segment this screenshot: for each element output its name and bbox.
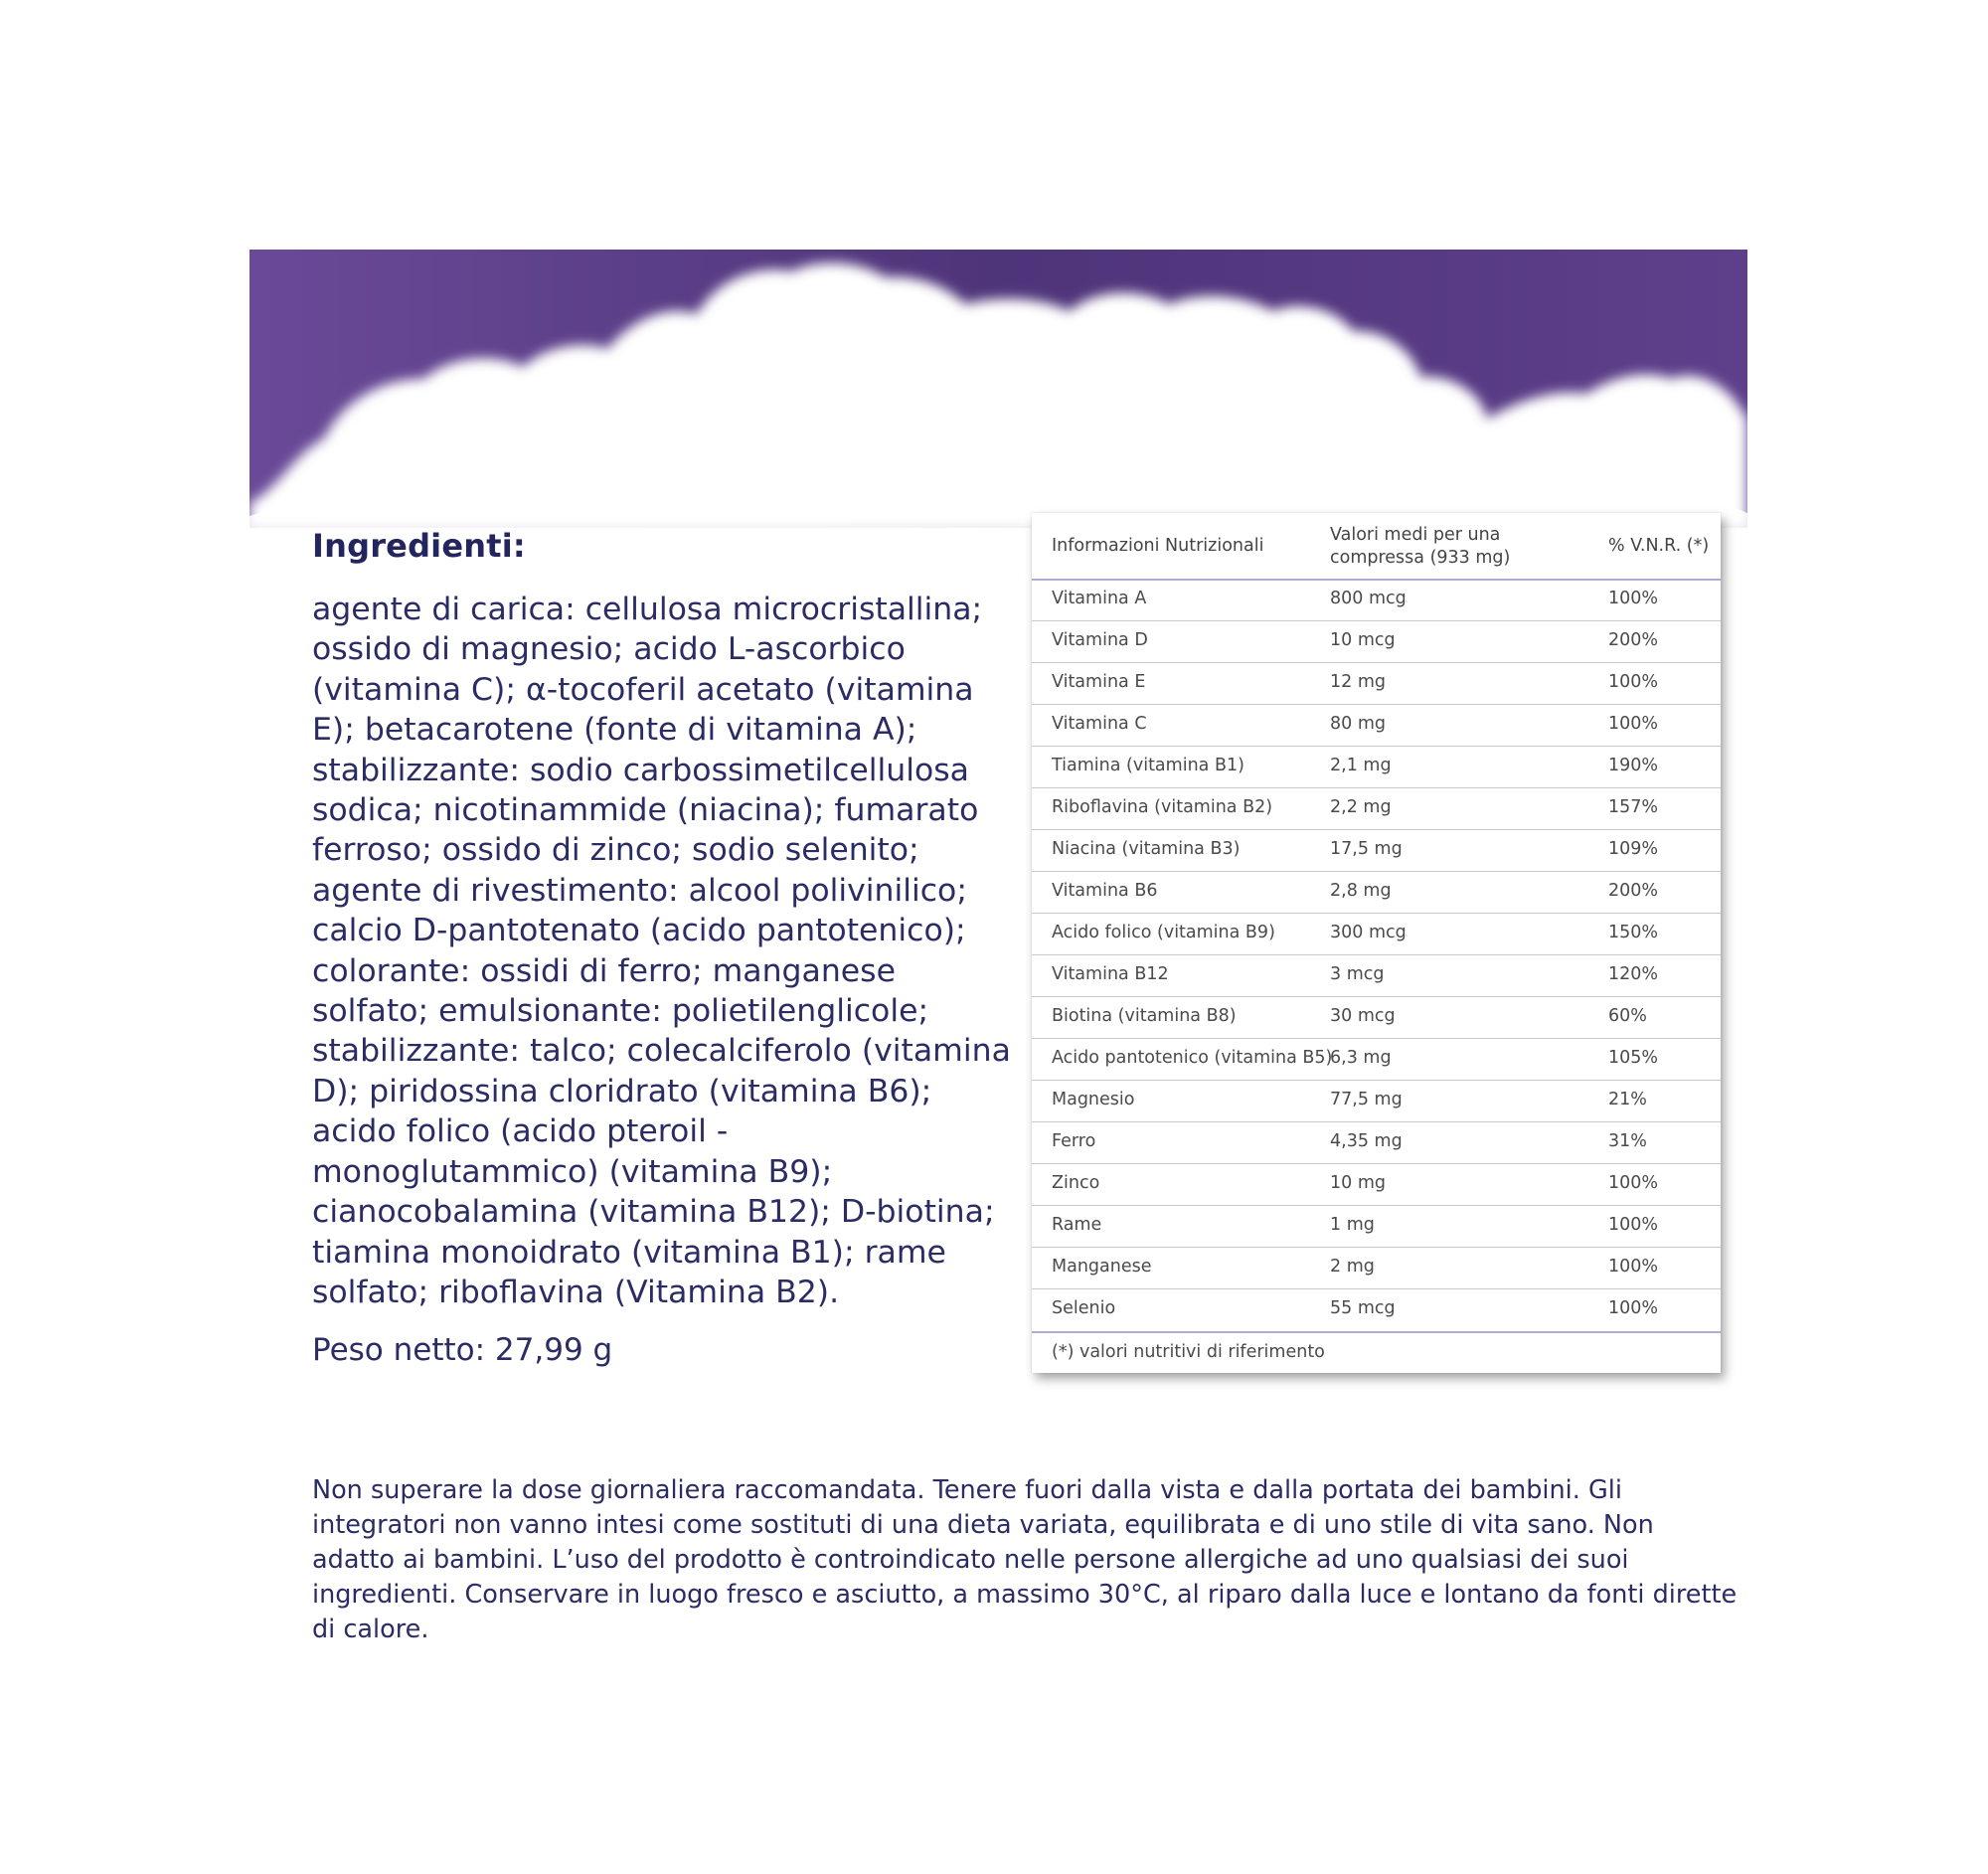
table-row [1032, 746, 1721, 788]
table-row [1032, 1288, 1721, 1330]
table-row [1032, 954, 1721, 997]
nutrient-nrv: 100% [1608, 672, 1659, 692]
table-row [1032, 913, 1721, 955]
nutrient-amount: 2,1 mg [1330, 756, 1392, 775]
nutrient-amount: 2 mg [1330, 1257, 1375, 1277]
nutrient-nrv: 105% [1608, 1048, 1659, 1068]
table-row [1032, 787, 1721, 830]
nutrient-nrv: 100% [1608, 1298, 1659, 1318]
nutrient-name: Vitamina B6 [1052, 881, 1158, 901]
nutrient-amount: 10 mg [1330, 1173, 1386, 1193]
table-row [1032, 1038, 1721, 1081]
header-average-values: Valori medi per una compressa (933 mg) [1330, 525, 1511, 568]
table-row [1032, 1080, 1721, 1122]
ingredients-title: Ingredienti: [312, 527, 526, 565]
table-row [1032, 871, 1721, 914]
nutrient-amount: 4,35 mg [1330, 1131, 1403, 1151]
nutrient-amount: 55 mcg [1330, 1298, 1396, 1318]
nutrient-nrv: 109% [1608, 839, 1659, 859]
nutrient-nrv: 150% [1608, 923, 1659, 942]
nutrient-amount: 800 mcg [1330, 589, 1407, 608]
nutrient-name: Vitamina E [1052, 672, 1146, 692]
nutrient-name: Biotina (vitamina B8) [1052, 1006, 1237, 1026]
nutrient-amount: 2,2 mg [1330, 797, 1392, 817]
nutrient-nrv: 100% [1608, 589, 1659, 608]
table-row [1032, 662, 1721, 705]
nutrition-table [1032, 513, 1721, 1373]
nutrient-name: Niacina (vitamina B3) [1052, 839, 1241, 859]
nutrient-nrv: 31% [1608, 1131, 1647, 1151]
nutrient-name: Vitamina B12 [1052, 964, 1169, 984]
purple-cloud-banner [249, 250, 1747, 528]
nutrient-amount: 17,5 mg [1330, 839, 1403, 859]
table-divider [1032, 1331, 1721, 1333]
nutrient-nrv: 190% [1608, 756, 1659, 775]
header-nrv-percent: % V.N.R. (*) [1608, 536, 1710, 556]
nutrient-name: Manganese [1052, 1257, 1152, 1277]
table-row [1032, 996, 1721, 1039]
ingredients-text: agente di carica: cellulosa microcristallina; ossido di magnesio; acido L-ascorbico (vitamina C); α-tocoferil acetato (vitamina E); betacarotene (fonte di vitamina A); stabilizzante: sodio carbossimetilcellulosa sodica; nicotinammide (niacina); fumarato ferroso; ossido di zinco; sodio selenito; agente di rivestimento: alcool polivinilico; calcio D-pantotenato (acido pantotenico); colorante: ossidi di ferro; manganese solfato; emulsionante: polietilenglicole; stabilizzante: talco; colecalciferolo (vitamina D); piridossina cloridrato (vitamina B6); acido folico (acido pteroil - monoglutammico) (vitamina B9); cianocobalamina (vitamina B12); D-biotina; tiamina monoidrato (vitamina B1); rame solfato; riboflavina (Vitamina B2). [312, 592, 1011, 1310]
nutrient-amount: 30 mcg [1330, 1006, 1396, 1026]
table-row [1032, 829, 1721, 872]
nutrient-amount: 1 mg [1330, 1215, 1375, 1235]
nutrient-name: Acido folico (vitamina B9) [1052, 923, 1275, 942]
nutrient-amount: 2,8 mg [1330, 881, 1392, 901]
nutrient-nrv: 100% [1608, 1257, 1659, 1277]
nutrient-nrv: 60% [1608, 1006, 1647, 1026]
nutrient-name: Ferro [1052, 1131, 1096, 1151]
table-row [1032, 1163, 1721, 1206]
nutrient-name: Rame [1052, 1215, 1102, 1235]
nutrient-amount: 300 mcg [1330, 923, 1407, 942]
nutrient-amount: 12 mg [1330, 672, 1386, 692]
nutrition-table-header [1032, 513, 1721, 581]
nutrient-nrv: 200% [1608, 630, 1659, 650]
table-row [1032, 579, 1721, 621]
nutrient-amount: 3 mcg [1330, 964, 1385, 984]
nutrient-nrv: 200% [1608, 881, 1659, 901]
net-weight: Peso netto: 27,99 g [312, 1332, 613, 1368]
nutrient-amount: 6,3 mg [1330, 1048, 1392, 1068]
nutrient-name: Zinco [1052, 1173, 1100, 1193]
nutrient-name: Selenio [1052, 1298, 1116, 1318]
nutrient-name: Riboflavina (vitamina B2) [1052, 797, 1273, 817]
nutrient-nrv: 100% [1608, 1173, 1659, 1193]
nutrient-nrv: 100% [1608, 714, 1659, 734]
table-row [1032, 704, 1721, 747]
table-row [1032, 620, 1721, 663]
warning-text: Non superare la dose giornaliera raccomandata. Tenere fuori dalla vista e dalla portata dei bambini. Gli integratori non vanno intesi come sostituti di una dieta variata, equilibrata e di uno stile di vita sano. Non adatto ai bambini. L’uso del prodotto è controindicato nelle persone allergiche ad uno qualsiasi dei suoi ingredienti. Conservare in luogo fresco e asciutto, a massimo 30°C, al riparo dalla luce e lontano da fonti dirette di calore. [312, 1475, 1738, 1644]
table-row [1032, 1205, 1721, 1248]
nutrient-nrv: 21% [1608, 1090, 1647, 1109]
nutrient-amount: 77,5 mg [1330, 1090, 1403, 1109]
header-nutrition-info: Informazioni Nutrizionali [1052, 536, 1264, 556]
nutrient-name: Tiamina (vitamina B1) [1052, 756, 1244, 775]
table-footnote: (*) valori nutritivi di riferimento [1052, 1342, 1325, 1362]
nutrient-name: Magnesio [1052, 1090, 1135, 1109]
nutrient-name: Vitamina A [1052, 589, 1147, 608]
nutrient-name: Vitamina C [1052, 714, 1147, 734]
nutrient-nrv: 120% [1608, 964, 1659, 984]
table-row [1032, 1121, 1721, 1164]
nutrient-name: Vitamina D [1052, 630, 1148, 650]
nutrient-name: Acido pantotenico (vitamina B5) [1052, 1048, 1333, 1068]
nutrient-amount: 10 mcg [1330, 630, 1396, 650]
table-row [1032, 1247, 1721, 1289]
nutrient-amount: 80 mg [1330, 714, 1386, 734]
nutrient-nrv: 157% [1608, 797, 1659, 817]
nutrient-nrv: 100% [1608, 1215, 1659, 1235]
